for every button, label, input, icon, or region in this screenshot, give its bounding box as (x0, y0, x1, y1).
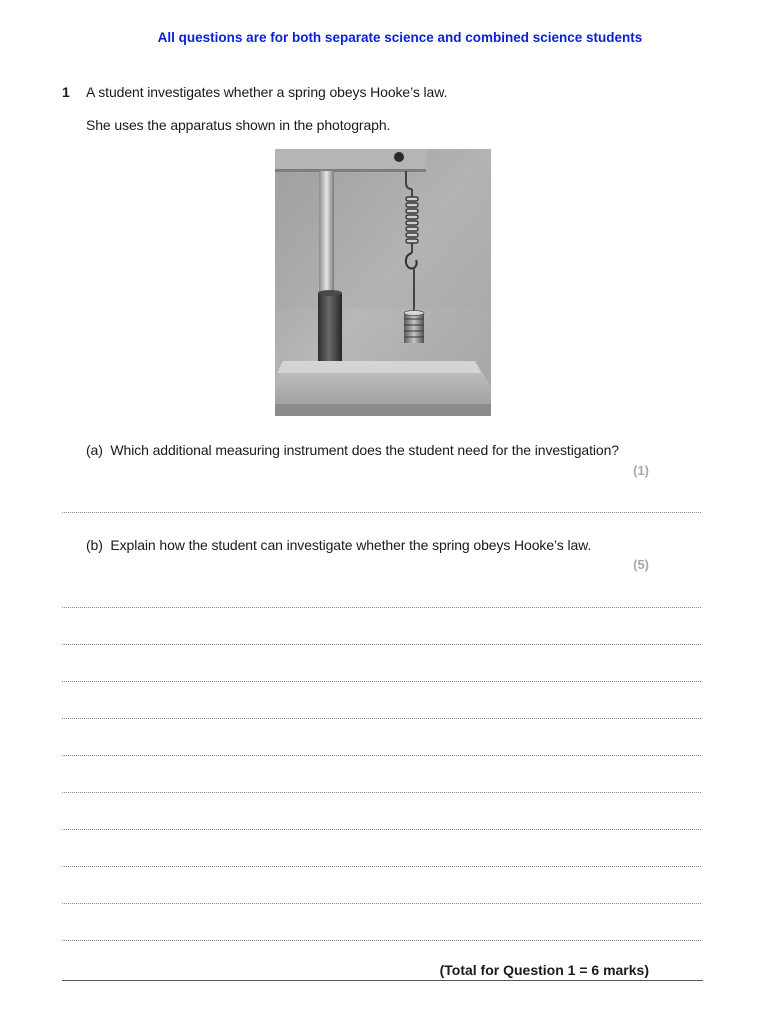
part-a-label: (a) (86, 442, 103, 458)
question-total-marks: (Total for Question 1 = 6 marks) (439, 962, 649, 978)
part-a-text: Which additional measuring instrument does the student need for the investigation? (110, 442, 619, 458)
answer-line-b5[interactable] (62, 755, 701, 756)
answer-line-b10[interactable] (62, 940, 701, 941)
answer-line-b7[interactable] (62, 829, 701, 830)
apparatus-photograph (275, 149, 491, 416)
part-a-question (86, 442, 619, 458)
part-b-text: Explain how the student can investigate whether the spring obeys Hooke’s law. (110, 537, 592, 553)
answer-line-b4[interactable] (62, 718, 701, 719)
answer-line-b1[interactable] (62, 607, 701, 608)
question-apparatus-text: She uses the apparatus shown in the photograph. (86, 117, 391, 133)
question-number: 1 (62, 84, 70, 100)
part-b-label: (b) (86, 537, 103, 553)
part-a-marks: (1) (633, 463, 649, 478)
question-intro: A student investigates whether a spring obeys Hooke’s law. (86, 84, 448, 100)
page-banner: All questions are for both separate science and combined science students (157, 30, 643, 45)
question-end-rule (62, 980, 703, 981)
answer-line-b3[interactable] (62, 681, 701, 682)
answer-line-b6[interactable] (62, 792, 701, 793)
answer-line-b9[interactable] (62, 903, 701, 904)
answer-line-a1[interactable] (62, 512, 701, 513)
part-b-question (86, 537, 591, 553)
answer-line-b8[interactable] (62, 866, 701, 867)
part-b-marks: (5) (633, 557, 649, 572)
answer-line-b2[interactable] (62, 644, 701, 645)
